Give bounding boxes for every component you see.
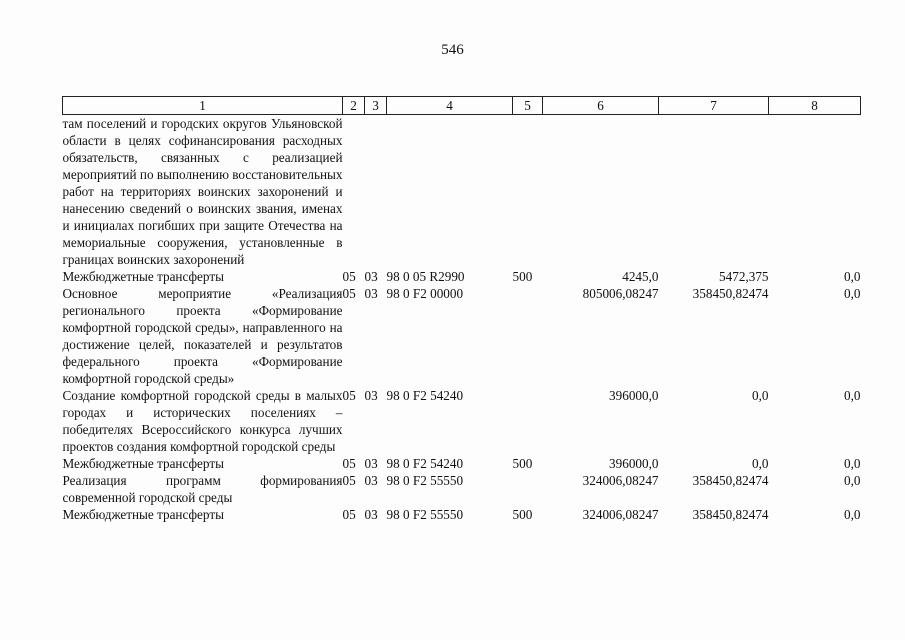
cell-amount-8: 0,0 [844, 388, 861, 403]
table-row [63, 285, 861, 387]
cell-expense-type [513, 472, 543, 506]
cell-subsection: 03 [364, 269, 378, 284]
cell-amount-8: 0,0 [844, 507, 861, 522]
cell-target-article: 98 0 F2 55550 [386, 473, 464, 488]
header-row [63, 97, 861, 115]
cell-target-article [387, 115, 513, 269]
budget-table [62, 96, 861, 523]
cell-amount-7: 358450,82474 [692, 473, 769, 488]
cell-amount-8: 0,0 [844, 456, 861, 471]
column-header-2: 2 [343, 97, 365, 115]
cell-amount-8 [769, 115, 861, 269]
cell-amount-7: 0,0 [752, 388, 769, 403]
cell-amount-6: 324006,08247 [582, 473, 659, 488]
row-description: Основное мероприятие «Реализация регионального проекта «Формирование комфортной городской среды», направленного на достижение целей, показателей и результатов федерального проекта «Формирование комфортной городской среды» [62, 286, 343, 386]
page-number: 546 [441, 42, 464, 58]
cell-amount-7: 5472,375 [719, 269, 769, 284]
row-description: Межбюджетные трансферты [62, 507, 224, 522]
cell-amount-6: 396000,0 [609, 456, 659, 471]
cell-target-article: 98 0 F2 54240 [386, 456, 464, 471]
cell-amount-7 [659, 115, 769, 269]
cell-amount-8: 0,0 [844, 269, 861, 284]
cell-section: 05 [342, 388, 356, 403]
cell-target-article: 98 0 F2 00000 [386, 286, 464, 301]
cell-subsection: 03 [364, 388, 378, 403]
table-body [63, 115, 861, 524]
cell-subsection: 03 [364, 456, 378, 471]
table-row [63, 387, 861, 455]
row-description: Создание комфортной городской среды в малых городах и исторических поселениях – победителях Всероссийского конкурса лучших проектов создания комфортной городской среды [62, 388, 343, 454]
cell-section: 05 [342, 473, 356, 488]
cell-amount-7: 0,0 [752, 456, 769, 471]
cell-amount-6: 4245,0 [622, 269, 659, 284]
cell-section [343, 115, 365, 269]
cell-expense-type: 500 [512, 507, 533, 522]
table-header [63, 97, 861, 115]
cell-expense-type [513, 115, 543, 269]
cell-subsection: 03 [364, 286, 378, 301]
cell-amount-6: 324006,08247 [582, 507, 659, 522]
column-header-5: 5 [513, 97, 543, 115]
cell-expense-type: 500 [512, 269, 533, 284]
cell-expense-type: 500 [512, 456, 533, 471]
column-header-6: 6 [543, 97, 659, 115]
cell-amount-6: 805006,08247 [582, 286, 659, 301]
table-row [63, 455, 861, 472]
row-description: Реализация программ формирования современной городской среды [62, 473, 343, 505]
column-header-4: 4 [387, 97, 513, 115]
cell-amount-8: 0,0 [844, 473, 861, 488]
table-row [63, 472, 861, 506]
cell-expense-type [513, 285, 543, 387]
column-header-3: 3 [365, 97, 387, 115]
cell-amount-7: 358450,82474 [692, 507, 769, 522]
cell-amount-8: 0,0 [844, 286, 861, 301]
cell-subsection: 03 [364, 507, 378, 522]
cell-subsection [365, 115, 387, 269]
cell-expense-type [513, 387, 543, 455]
cell-target-article: 98 0 F2 54240 [386, 388, 464, 403]
cell-amount-6 [543, 115, 659, 269]
column-header-1: 1 [63, 97, 343, 115]
cell-section: 05 [342, 456, 356, 471]
cell-section: 05 [342, 286, 356, 301]
row-description: Межбюджетные трансферты [62, 269, 224, 284]
column-header-7: 7 [659, 97, 769, 115]
cell-amount-7: 358450,82474 [692, 286, 769, 301]
cell-subsection: 03 [364, 473, 378, 488]
cell-section: 05 [342, 507, 356, 522]
row-description: там поселений и городских округов Ульяновской области в целях софинансирования расходных обязательств, связанных с реализацией мероприятий по выполнению восстановительных работ на территориях воинских захоронений и нанесению сведений о воинских звания, именах и инициалах погибших при защите Отечества на мемориальные сооружения, установленные в границах воинских захоронений [62, 116, 343, 267]
cell-section: 05 [342, 269, 356, 284]
table-row [63, 506, 861, 523]
cell-target-article: 98 0 05 R2990 [386, 269, 465, 284]
cell-amount-6: 396000,0 [609, 388, 659, 403]
cell-target-article: 98 0 F2 55550 [386, 507, 464, 522]
table-row [63, 115, 861, 269]
table-row [63, 268, 861, 285]
row-description: Межбюджетные трансферты [62, 456, 224, 471]
column-header-8: 8 [769, 97, 861, 115]
